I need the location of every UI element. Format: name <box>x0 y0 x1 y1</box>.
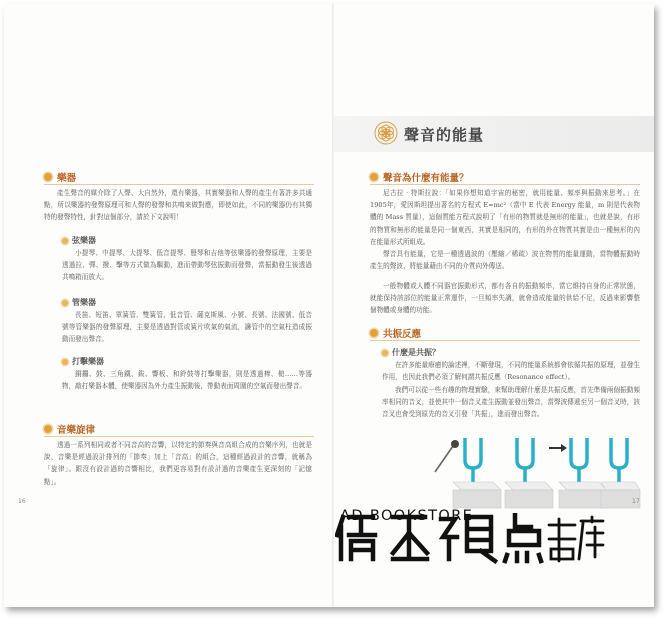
bullet-icon <box>62 238 68 244</box>
arrow-right-icon <box>549 444 567 452</box>
section-heading-text: 音樂旋律 <box>57 425 96 436</box>
energy-paragraph-3: 一般物體或人體不同器官振動形式，都有各自的振動頻率，當它維持自身的正常狀態，就能保持該部位的能量正常運作，一旦頻率失調，就會造成能量的供給不足，反過來影響整個物體或身體的功能。 <box>370 282 640 315</box>
section-heading-why-energy: 聲音為什麼有能量？ <box>370 170 469 184</box>
page-number: 16 <box>18 498 26 505</box>
resonance-paragraph-2: 我們可以從一些有趣的物理實驗，來幫助理解什麼是共振反應，首先準備兩個振動頻率相同的音叉，並使其中一個音叉產生振動並發出聲音，當聲波傳遞至另一個音叉時，該音叉也會受到原先的音叉引發「共振」，進而發出聲音。 <box>382 386 640 419</box>
bullet-icon <box>44 173 52 181</box>
bullet-icon <box>44 425 52 433</box>
section-heading-melody <box>44 422 95 436</box>
bullet-icon <box>62 300 68 306</box>
subsection-heading-winds: 管樂器 <box>62 297 96 308</box>
percussion-paragraph: 銅鑼、鼓、三角鐵、鈸、響板、和鈴鼓等打擊樂器，則是透過棒、槌……等器物，敲打樂器本體，使樂器因為外力產生振動後，帶動表面周圍的空氣而發出聲音。 <box>62 370 312 391</box>
bullet-icon <box>370 329 378 337</box>
subsection-heading-percussion: 打擊樂器 <box>62 356 104 367</box>
energy-paragraph-1: 尼古拉‧特斯拉說：「如果你想知道宇宙的秘密，就用能量、頻率與振動來思考。」在1905年，愛因斯坦提出著名的方程式 E=mc²（當中 E 代表 Energy 能量，m 則是代表物體的 Mass 質量），這個質能方程式說明了「有形的物質就是無形的能量」，也就是說，有形的物質和無形的能量是同一個東西，其實是相同的，有形的外在物質其實是由一種無形的內在能量形式所組成。 <box>370 189 640 246</box>
strings-paragraph: 小提琴、中提琴、大提琴、低音提琴、豎琴和吉他等弦樂器的發聲原理，主要是透過拉、彈、撥、擊等方式做為驅動，進而帶動琴弦振動而發聲，當振動發生後透過共鳴箱而放大。 <box>62 249 312 282</box>
winds-paragraph: 長笛、短笛、單簧管、雙簧管、低音管、薩克斯風、小號、長號、法國號、低音號等管樂器的發聲原理，主要是透過對管或簧片吹氣的氣流，讓管中的空氣柱造成振動而發出聲音。 <box>62 311 312 344</box>
section-heading-text: 樂器 <box>57 173 77 184</box>
flower-of-life-icon <box>374 121 398 145</box>
tuning-fork-illustration <box>431 432 641 514</box>
intro-paragraph: 產生聲音的媒介除了人聲、大自然外，還有樂器，其實樂器和人聲的產生有著許多共通點，所以樂器的發聲原理可和人聲的發聲和共鳴來做對應，即使如此，不同的樂器仍有其獨特的發聲特性，針對這個部分，請於下文說明！ <box>44 189 312 222</box>
bullet-icon <box>382 350 388 356</box>
left-page <box>4 4 332 607</box>
divider <box>44 184 314 185</box>
tuning-fork-icon <box>453 438 501 508</box>
resonance-paragraph-1: 在許多能量療癒的論述裡，不斷發現，不同的能量系統都會依循共振的原理，並發生作用，也因此我們必須了解何謂共振反應（Resonance effect）。 <box>382 361 640 382</box>
page-number: 17 <box>632 498 640 505</box>
mallet-icon <box>435 440 459 472</box>
section-heading-resonance: 共振反應 <box>370 326 421 340</box>
subsection-heading-what-is-resonance: 什麼是共振？ <box>382 347 440 358</box>
energy-paragraph-2: 聲音具有能量，它是一種透過波的（壓縮／稀疏）波在物質的能量運動，當物體振動時產生的聲波，將能量藉由不同的介質向外傳送。 <box>370 250 640 271</box>
page-title: 聲音的能量 <box>404 126 485 144</box>
section-heading-instruments <box>44 170 76 184</box>
divider <box>370 184 640 185</box>
divider <box>370 340 640 341</box>
subsection-heading-strings: 弦樂器 <box>62 235 96 246</box>
bullet-icon <box>62 359 68 365</box>
bookstore-name-watermark: AD BOOKSTORE <box>340 508 474 524</box>
tuning-fork-icon <box>505 438 553 508</box>
bullet-icon <box>370 173 378 181</box>
melody-paragraph: 透過一系列相同或者不同音高的音響，以特定的節奏與音高組合成的音樂序列，也就是說，音樂是經過設計排列的「節奏」加上「音高」的組合，這種經過設計的音響，就稱為「旋律」。跟沒有設計過的音響相比，我們更容易對有設計過的音樂產生更深刻的「記憶點」。 <box>44 441 312 486</box>
divider <box>44 436 314 437</box>
